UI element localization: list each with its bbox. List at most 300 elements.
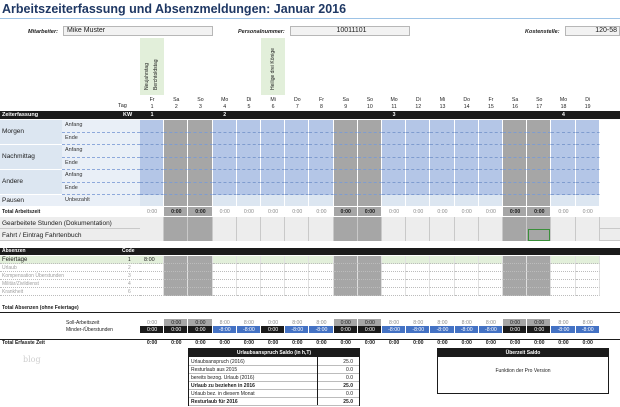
doc-cell[interactable]	[358, 229, 382, 241]
time-cell-ende[interactable]	[430, 158, 454, 171]
absenz-cell[interactable]	[261, 256, 285, 264]
pause-cell[interactable]	[261, 195, 285, 206]
absenz-cell[interactable]	[455, 256, 479, 264]
pause-cell[interactable]	[285, 195, 309, 206]
time-cell-ende[interactable]	[527, 183, 551, 196]
time-cell-anfang[interactable]	[503, 145, 527, 158]
time-cell-anfang[interactable]	[382, 145, 406, 158]
doc-cell[interactable]	[140, 229, 164, 241]
time-cell-anfang[interactable]	[358, 170, 382, 183]
time-cell-ende[interactable]	[455, 158, 479, 171]
absenz-cell[interactable]	[309, 288, 333, 296]
total-arbeitszeit-value: 0:00	[509, 209, 521, 215]
time-cell-ende[interactable]	[406, 183, 430, 196]
time-cell-ende[interactable]	[285, 133, 309, 146]
absenz-cell[interactable]	[140, 272, 164, 280]
minder-value: -8:00	[581, 327, 594, 333]
time-cell-anfang[interactable]	[455, 170, 479, 183]
time-cell-ende[interactable]	[237, 158, 261, 171]
time-cell-anfang[interactable]	[576, 170, 600, 183]
time-cell-ende[interactable]	[551, 183, 575, 196]
absenz-cell[interactable]	[261, 272, 285, 280]
kostenstelle-field[interactable]: 120-58	[565, 26, 620, 36]
time-cell-anfang[interactable]	[164, 170, 188, 183]
absenz-cell[interactable]	[285, 264, 309, 272]
absenz-cell[interactable]	[382, 288, 406, 296]
absenz-cell[interactable]	[213, 264, 237, 272]
time-cell-ende[interactable]	[188, 183, 212, 196]
time-cell-anfang[interactable]	[140, 145, 164, 158]
time-cell-anfang[interactable]	[430, 170, 454, 183]
time-cell-ende[interactable]	[285, 183, 309, 196]
absenz-cell[interactable]	[309, 256, 333, 264]
time-cell-ende[interactable]	[551, 133, 575, 146]
absenz-cell[interactable]	[503, 272, 527, 280]
absenz-cell[interactable]	[551, 280, 575, 288]
urlaub-table-title: Urlaubsanspruch Saldo (in h,T)	[189, 349, 359, 357]
absenz-cell[interactable]	[479, 272, 503, 280]
absenz-cell[interactable]	[576, 272, 600, 280]
time-cell-anfang[interactable]	[188, 145, 212, 158]
time-cell-anfang[interactable]	[334, 145, 358, 158]
time-cell-anfang[interactable]	[527, 120, 551, 133]
kw-number: 1	[150, 112, 154, 118]
urlaub-row	[189, 390, 359, 398]
time-cell-ende[interactable]	[164, 133, 188, 146]
time-cell-anfang[interactable]	[334, 170, 358, 183]
absenz-cell[interactable]	[382, 280, 406, 288]
time-cell-anfang[interactable]	[213, 145, 237, 158]
absenz-cell[interactable]	[164, 288, 188, 296]
absenz-cell[interactable]	[382, 264, 406, 272]
time-cell-ende[interactable]	[406, 158, 430, 171]
absenz-cell[interactable]	[285, 288, 309, 296]
time-cell-ende[interactable]	[237, 133, 261, 146]
time-cell-ende[interactable]	[551, 158, 575, 171]
pause-cell[interactable]	[164, 195, 188, 206]
time-cell-anfang[interactable]	[237, 170, 261, 183]
time-cell-ende[interactable]	[309, 133, 333, 146]
time-cell-ende[interactable]	[382, 183, 406, 196]
doc-cell[interactable]	[382, 217, 406, 229]
minder-value: 0:00	[510, 327, 521, 333]
absenz-cell[interactable]	[430, 256, 454, 264]
total-erfasste-value: 0:00	[146, 340, 158, 346]
time-section-label: Morgen	[2, 128, 25, 135]
doc-cell[interactable]	[213, 217, 237, 229]
pause-cell[interactable]	[309, 195, 333, 206]
time-cell-ende[interactable]	[430, 183, 454, 196]
time-cell-anfang[interactable]	[382, 170, 406, 183]
doc-cell[interactable]	[309, 229, 333, 241]
absenz-cell[interactable]	[430, 280, 454, 288]
absenz-cell[interactable]	[334, 272, 358, 280]
absenz-cell[interactable]	[309, 264, 333, 272]
holiday-name: Neujahrstag	[144, 63, 150, 90]
day-number: 16	[512, 104, 518, 110]
absenz-cell[interactable]	[358, 280, 382, 288]
absenz-cell[interactable]	[479, 256, 503, 264]
absenz-cell[interactable]	[455, 288, 479, 296]
time-cell-anfang[interactable]	[551, 170, 575, 183]
time-cell-ende[interactable]	[261, 133, 285, 146]
mitarbeiter-field[interactable]: Mike Muster	[63, 26, 213, 36]
absenz-cell[interactable]	[334, 280, 358, 288]
absenz-cell[interactable]	[358, 288, 382, 296]
absenz-cell[interactable]	[358, 272, 382, 280]
absenz-cell[interactable]	[334, 256, 358, 264]
time-cell-ende[interactable]	[164, 158, 188, 171]
time-cell-ende[interactable]	[188, 133, 212, 146]
kostenstelle-label: Kostenstelle:	[525, 29, 560, 35]
time-cell-ende[interactable]	[527, 158, 551, 171]
doc-cell[interactable]	[551, 217, 575, 229]
row-label-anfang: Anfang	[65, 172, 83, 178]
doc-cell[interactable]	[503, 229, 527, 241]
doc-cell[interactable]	[261, 217, 285, 229]
doc-cell[interactable]	[576, 217, 600, 229]
total-arbeitszeit-value: 0:00	[437, 209, 448, 215]
absenz-cell[interactable]	[503, 264, 527, 272]
time-cell-anfang[interactable]	[382, 120, 406, 133]
doc-cell[interactable]	[479, 217, 503, 229]
time-cell-anfang[interactable]	[479, 120, 503, 133]
absenz-cell[interactable]	[551, 272, 575, 280]
absenz-cell[interactable]	[237, 288, 261, 296]
time-cell-ende[interactable]	[213, 158, 237, 171]
absenz-cell[interactable]	[285, 280, 309, 288]
doc-cell[interactable]	[479, 229, 503, 241]
time-cell-ende[interactable]	[334, 183, 358, 196]
time-cell-anfang[interactable]	[140, 120, 164, 133]
absenz-cell[interactable]	[576, 256, 600, 264]
absenz-cell[interactable]	[479, 264, 503, 272]
absenz-cell[interactable]	[551, 288, 575, 296]
absenz-cell[interactable]	[527, 280, 551, 288]
doc-cell[interactable]	[285, 217, 309, 229]
urlaub-row-label: Urlaub bez. in diesem Monat	[191, 391, 255, 397]
time-cell-anfang[interactable]	[213, 170, 237, 183]
time-cell-ende[interactable]	[213, 183, 237, 196]
time-cell-ende[interactable]	[237, 183, 261, 196]
time-cell-ende[interactable]	[455, 133, 479, 146]
absenz-cell[interactable]	[358, 264, 382, 272]
time-cell-anfang[interactable]	[309, 170, 333, 183]
time-cell-anfang[interactable]	[503, 170, 527, 183]
absenz-cell[interactable]	[334, 288, 358, 296]
pause-cell[interactable]	[479, 195, 503, 206]
time-cell-anfang[interactable]	[164, 145, 188, 158]
absenz-cell[interactable]	[382, 256, 406, 264]
time-cell-anfang[interactable]	[285, 145, 309, 158]
doc-cell[interactable]	[382, 229, 406, 241]
doc-cell[interactable]	[164, 217, 188, 229]
time-cell-anfang[interactable]	[140, 170, 164, 183]
doc-cell[interactable]	[430, 217, 454, 229]
time-cell-anfang[interactable]	[237, 120, 261, 133]
time-cell-anfang[interactable]	[188, 120, 212, 133]
divider	[0, 312, 620, 313]
time-cell-ende[interactable]	[479, 133, 503, 146]
absenz-cell[interactable]	[551, 256, 575, 264]
absenz-cell[interactable]	[140, 288, 164, 296]
absenz-cell[interactable]	[188, 280, 212, 288]
time-cell-ende[interactable]	[479, 158, 503, 171]
absenz-cell[interactable]	[455, 280, 479, 288]
doc-cell[interactable]	[455, 229, 479, 241]
time-cell-ende[interactable]	[406, 133, 430, 146]
time-cell-ende[interactable]	[576, 158, 600, 171]
time-cell-anfang[interactable]	[309, 145, 333, 158]
time-cell-anfang[interactable]	[576, 145, 600, 158]
absenz-cell[interactable]	[309, 280, 333, 288]
time-cell-ende[interactable]	[358, 158, 382, 171]
absenz-cell[interactable]	[309, 272, 333, 280]
total-absenzen-label: Total Absenzen (ohne Feiertage)	[2, 305, 79, 311]
doc-cell[interactable]	[237, 229, 261, 241]
time-cell-ende[interactable]	[527, 133, 551, 146]
absenz-cell[interactable]	[188, 264, 212, 272]
absenz-cell[interactable]	[406, 272, 430, 280]
absenz-cell[interactable]	[188, 272, 212, 280]
absenz-cell[interactable]	[164, 256, 188, 264]
time-cell-anfang[interactable]	[309, 120, 333, 133]
absenz-label: Feiertage	[2, 257, 28, 263]
selected-cell[interactable]	[528, 229, 550, 241]
time-cell-anfang[interactable]	[455, 120, 479, 133]
absenz-cell[interactable]	[503, 256, 527, 264]
time-cell-ende[interactable]	[261, 158, 285, 171]
time-cell-anfang[interactable]	[164, 120, 188, 133]
absenz-cell[interactable]	[237, 272, 261, 280]
absenz-cell[interactable]	[503, 288, 527, 296]
time-cell-ende[interactable]	[382, 158, 406, 171]
absenz-cell[interactable]	[140, 280, 164, 288]
doc-cell[interactable]	[358, 217, 382, 229]
day-number: 14	[463, 104, 470, 110]
absenz-cell[interactable]	[527, 264, 551, 272]
time-cell-anfang[interactable]	[455, 145, 479, 158]
absenz-cell[interactable]	[576, 288, 600, 296]
doc-cell[interactable]	[527, 217, 551, 229]
pause-cell[interactable]	[527, 195, 551, 206]
time-cell-anfang[interactable]	[285, 170, 309, 183]
time-cell-anfang[interactable]	[261, 170, 285, 183]
doc-cell[interactable]	[430, 229, 454, 241]
pause-cell[interactable]	[551, 195, 575, 206]
absenz-cell[interactable]	[527, 256, 551, 264]
time-cell-anfang[interactable]	[551, 120, 575, 133]
time-cell-ende[interactable]	[503, 183, 527, 196]
pause-cell[interactable]	[358, 195, 382, 206]
time-cell-anfang[interactable]	[358, 120, 382, 133]
time-cell-ende[interactable]	[358, 183, 382, 196]
time-cell-ende[interactable]	[455, 183, 479, 196]
time-cell-anfang[interactable]	[188, 170, 212, 183]
absenz-cell[interactable]	[188, 288, 212, 296]
doc-cell[interactable]	[406, 229, 430, 241]
absenz-cell[interactable]	[503, 280, 527, 288]
absenz-cell[interactable]	[527, 272, 551, 280]
time-cell-ende[interactable]	[430, 133, 454, 146]
time-cell-ende[interactable]	[334, 158, 358, 171]
absenz-cell[interactable]	[261, 264, 285, 272]
absenz-cell[interactable]	[479, 280, 503, 288]
absenz-cell[interactable]	[576, 280, 600, 288]
absenz-cell[interactable]	[140, 264, 164, 272]
time-cell-anfang[interactable]	[430, 145, 454, 158]
pause-cell[interactable]	[382, 195, 406, 206]
weekday-label: Fr	[319, 97, 324, 103]
absenz-cell[interactable]	[455, 264, 479, 272]
time-cell-ende[interactable]	[213, 133, 237, 146]
minder-value: 0:00	[171, 327, 182, 333]
absenz-cell[interactable]	[213, 288, 237, 296]
absenz-cell[interactable]	[164, 272, 188, 280]
time-cell-ende[interactable]	[309, 158, 333, 171]
time-cell-anfang[interactable]	[261, 145, 285, 158]
time-cell-anfang[interactable]	[551, 145, 575, 158]
absenz-code: 4	[128, 281, 131, 287]
absenz-cell[interactable]	[213, 256, 237, 264]
time-cell-anfang[interactable]	[479, 145, 503, 158]
soll-value: 8:00	[219, 320, 230, 326]
pause-cell[interactable]	[237, 195, 261, 206]
doc-cell[interactable]	[261, 229, 285, 241]
absenz-cell[interactable]	[237, 256, 261, 264]
pause-cell[interactable]	[406, 195, 430, 206]
absenzen-label: Absenzen	[2, 248, 26, 254]
time-cell-anfang[interactable]	[406, 145, 430, 158]
time-cell-ende[interactable]	[576, 133, 600, 146]
pause-cell[interactable]	[576, 195, 600, 206]
total-erfasste-value: 0:00	[292, 340, 303, 346]
absenz-cell[interactable]	[406, 256, 430, 264]
pause-cell[interactable]	[503, 195, 527, 206]
day-number: 15	[488, 104, 494, 110]
doc-cell[interactable]	[576, 229, 600, 241]
time-cell-ende[interactable]	[140, 183, 164, 196]
personalnummer-field[interactable]: 10011101	[290, 26, 410, 36]
time-cell-anfang[interactable]	[334, 120, 358, 133]
doc-cell[interactable]	[406, 217, 430, 229]
absenz-cell[interactable]	[358, 256, 382, 264]
time-cell-anfang[interactable]	[430, 120, 454, 133]
doc-cell[interactable]	[188, 217, 212, 229]
pause-cell[interactable]	[455, 195, 479, 206]
absenz-cell[interactable]	[406, 280, 430, 288]
minder-value: 0:00	[340, 327, 351, 333]
time-cell-ende[interactable]	[261, 183, 285, 196]
absenz-cell[interactable]	[406, 288, 430, 296]
row-label-ende: Ende	[65, 184, 78, 191]
absenz-cell[interactable]	[334, 264, 358, 272]
time-cell-ende[interactable]	[479, 183, 503, 196]
absenz-cell[interactable]	[382, 272, 406, 280]
absenz-cell[interactable]	[430, 272, 454, 280]
time-cell-anfang[interactable]	[237, 145, 261, 158]
pause-cell[interactable]	[213, 195, 237, 206]
soll-value: 0:00	[171, 320, 182, 326]
pause-cell[interactable]	[140, 195, 164, 206]
absenz-cell[interactable]	[261, 288, 285, 296]
absenz-cell[interactable]	[430, 288, 454, 296]
time-cell-ende[interactable]	[576, 183, 600, 196]
time-cell-ende[interactable]	[188, 158, 212, 171]
doc-cell[interactable]	[188, 229, 212, 241]
time-cell-ende[interactable]	[503, 133, 527, 146]
absenz-cell[interactable]	[237, 264, 261, 272]
time-cell-anfang[interactable]	[503, 120, 527, 133]
time-cell-ende[interactable]	[382, 133, 406, 146]
time-cell-ende[interactable]	[334, 133, 358, 146]
absenz-cell[interactable]	[551, 264, 575, 272]
absenz-cell[interactable]	[285, 256, 309, 264]
time-cell-ende[interactable]	[285, 158, 309, 171]
doc-cell[interactable]	[334, 229, 358, 241]
doc-cell[interactable]	[237, 217, 261, 229]
time-cell-ende[interactable]	[309, 183, 333, 196]
absenz-cell[interactable]	[164, 264, 188, 272]
doc-cell[interactable]	[309, 217, 333, 229]
doc-cell[interactable]	[213, 229, 237, 241]
time-cell-anfang[interactable]	[358, 145, 382, 158]
absenz-cell[interactable]	[479, 288, 503, 296]
pause-cell[interactable]	[188, 195, 212, 206]
doc-cell[interactable]	[285, 229, 309, 241]
absenz-cell[interactable]	[455, 272, 479, 280]
kw-label: KW	[123, 112, 133, 118]
absenz-cell[interactable]	[213, 280, 237, 288]
doc-cell[interactable]	[503, 217, 527, 229]
time-cell-anfang[interactable]	[479, 170, 503, 183]
doc-cell[interactable]	[334, 217, 358, 229]
time-cell-anfang[interactable]	[576, 120, 600, 133]
time-cell-ende[interactable]	[140, 133, 164, 146]
absenz-cell[interactable]	[406, 264, 430, 272]
time-cell-ende[interactable]	[503, 158, 527, 171]
day-number: 2	[174, 104, 178, 110]
time-cell-anfang[interactable]	[406, 170, 430, 183]
time-cell-anfang[interactable]	[406, 120, 430, 133]
urlaub-row-label: Resturlaub für 2016	[191, 399, 238, 405]
time-cell-anfang[interactable]	[261, 120, 285, 133]
time-section-label: Nachmittag	[2, 153, 35, 160]
pause-cell[interactable]	[334, 195, 358, 206]
absenz-cell[interactable]	[527, 288, 551, 296]
absenz-cell[interactable]	[576, 264, 600, 272]
time-cell-anfang[interactable]	[527, 170, 551, 183]
time-cell-ende[interactable]	[164, 183, 188, 196]
pause-cell[interactable]	[430, 195, 454, 206]
absenz-cell[interactable]	[285, 272, 309, 280]
absenz-cell[interactable]	[213, 272, 237, 280]
absenz-cell[interactable]	[430, 264, 454, 272]
time-cell-anfang[interactable]	[213, 120, 237, 133]
absenz-cell[interactable]	[261, 280, 285, 288]
doc-cell[interactable]	[140, 217, 164, 229]
doc-cell[interactable]	[164, 229, 188, 241]
doc-cell[interactable]	[551, 229, 575, 241]
absenz-cell[interactable]	[188, 256, 212, 264]
absenz-cell[interactable]	[164, 280, 188, 288]
time-cell-anfang[interactable]	[285, 120, 309, 133]
time-cell-anfang[interactable]	[527, 145, 551, 158]
doc-cell[interactable]	[455, 217, 479, 229]
time-cell-ende[interactable]	[358, 133, 382, 146]
time-cell-ende[interactable]	[140, 158, 164, 171]
absenz-cell[interactable]	[237, 280, 261, 288]
